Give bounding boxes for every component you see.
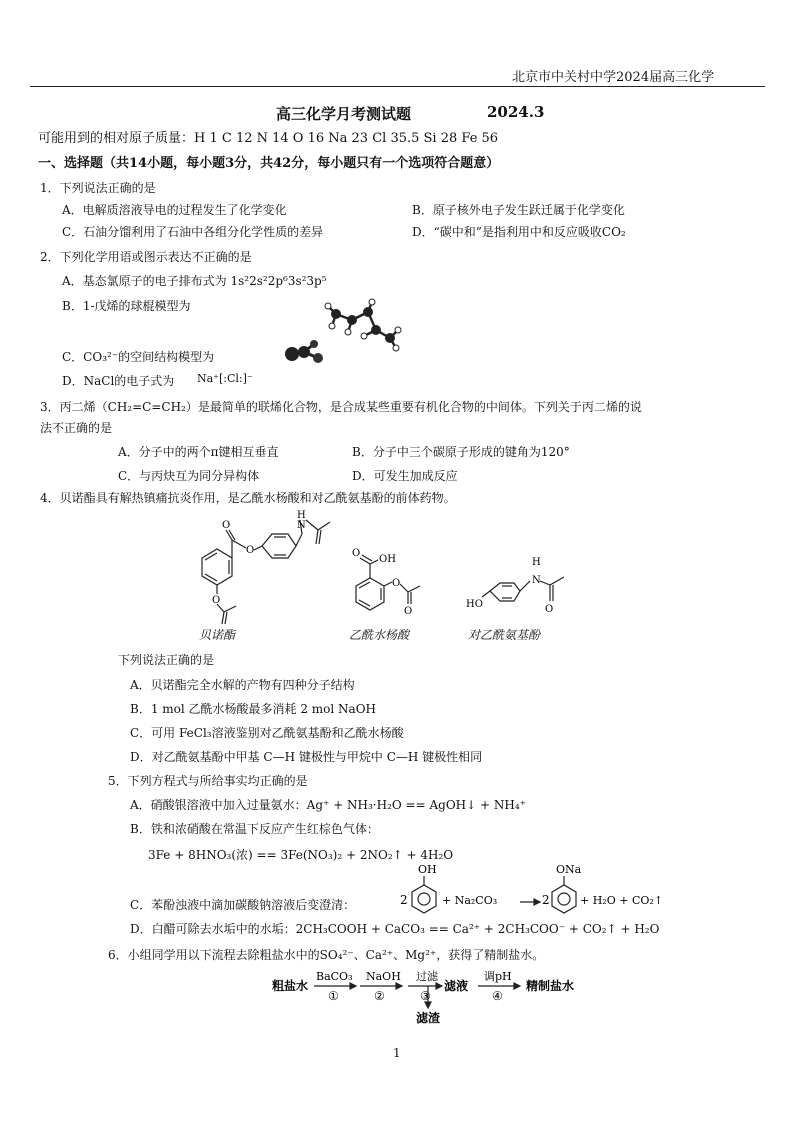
q2-option-c: C．CO₃²⁻的空间结构模型为 <box>62 350 215 364</box>
atomic-masses: 可能用到的相对原子质量：H 1 C 12 N 14 O 16 Na 23 Cl 35.5 Si 28 Fe 56 <box>38 131 499 146</box>
q4-ask: 下列说法正确的是 <box>118 653 215 667</box>
label-aspirin: 乙酰水杨酸 <box>349 628 410 642</box>
flow-step1-reagent: BaCO₃ <box>316 970 353 983</box>
q1-stem: 1．下列说法正确的是 <box>40 181 156 195</box>
q3-option-d: D．可发生加成反应 <box>352 469 458 483</box>
flow-step4-reagent: 调pH <box>484 970 512 983</box>
reaction-products: + H₂O + CO₂↑ <box>580 894 664 907</box>
flow-step2-num: ② <box>374 989 385 1003</box>
page-number: 1 <box>393 1046 401 1060</box>
benorilate-amide-h: H <box>297 510 306 521</box>
purification-flowchart <box>270 966 590 1026</box>
flow-end: 精制盐水 <box>526 979 575 993</box>
aspirin-structure <box>348 548 438 628</box>
aspirin-carbonyl-o: O <box>352 548 361 559</box>
q6-stem: 6．小组同学用以下流程去除粗盐水中的SO₄²⁻、Ca²⁺、Mg²⁺，获得了精制盐水。 <box>108 948 545 962</box>
label-paracetamol: 对乙酰氨基酚 <box>468 628 541 642</box>
q3-option-a: A．分子中的两个π键相互垂直 <box>118 445 279 459</box>
q5-option-b-equation: 3Fe + 8HNO₃(浓) == 3Fe(NO₃)₂ + 2NO₂↑ + 4H₂O <box>148 848 454 862</box>
q3-option-b: B．分子中三个碳原子形成的键角为120° <box>352 445 570 459</box>
coef-phenoxide: 2 <box>542 893 550 907</box>
flow-filtrate: 滤液 <box>444 979 469 993</box>
benorilate-structure <box>172 508 342 626</box>
coef-phenol: 2 <box>400 893 408 907</box>
page-date: 2024.3 <box>487 103 545 121</box>
q4-option-d: D．对乙酰氨基酚中甲基 C—H 键极性与甲烷中 C—H 键极性相同 <box>130 750 483 764</box>
page-title: 高三化学月考测试题 <box>276 105 412 123</box>
q2-stem: 2．下列化学用语或图示表达不正确的是 <box>40 250 252 264</box>
q4-stem: 4．贝诺酯具有解热镇痛抗炎作用，是乙酰水杨酸和对乙酰氨基酚的前体药物。 <box>40 491 456 505</box>
phenol-oh: OH <box>418 863 437 876</box>
q4-option-c: C．可用 FeCl₃溶液鉴别对乙酰氨基酚和乙酰水杨酸 <box>130 726 404 740</box>
flow-step3-num: ③ <box>420 989 431 1003</box>
paracetamol-structure <box>466 555 576 615</box>
q2-option-a: A．基态氯原子的电子排布式为 1s²2s²2p⁶3s²3p⁵ <box>62 274 327 288</box>
q2-option-d: D．NaCl的电子式为 <box>62 374 175 388</box>
benorilate-acetoxy-o: O <box>212 595 221 606</box>
q1-option-b: B．原子核外电子发生跃迁属于化学变化 <box>412 203 625 217</box>
plus-sodium-carbonate: + Na₂CO₃ <box>442 894 498 907</box>
paracetamol-carbonyl-o: O <box>545 604 554 615</box>
q5-option-a: A．硝酸银溶液中加入过量氨水：Ag⁺ + NH₃·H₂O == AgOH↓ + NH₄⁺ <box>130 798 526 812</box>
benorilate-carbonyl-o: O <box>222 520 231 531</box>
q4-option-b: B．1 mol 乙酰水杨酸最多消耗 2 mol NaOH <box>130 702 377 716</box>
header-school: 北京市中关村中学2024届高三化学 <box>512 70 715 85</box>
phenol-reaction-equation <box>396 858 664 920</box>
header-rule <box>30 86 765 87</box>
benorilate-ester-o: O <box>246 545 255 556</box>
q5-option-d: D．白醋可除去水垢中的水垢：2CH₃COOH + CaCO₃ == Ca²⁺ + 2CH₃COO⁻ + CO₂↑ + H₂O <box>130 922 660 936</box>
q1-option-c: C．石油分馏利用了石油中各组分化学性质的差异 <box>62 225 324 239</box>
flow-step4-num: ④ <box>492 989 503 1003</box>
flow-start: 粗盐水 <box>272 979 309 993</box>
q1-option-a: A．电解质溶液导电的过程发生了化学变化 <box>62 203 287 217</box>
q5-option-c: C．苯酚浊液中滴加碳酸钠溶液后变澄清： <box>130 898 356 912</box>
q5-stem: 5．下列方程式与所给事实均正确的是 <box>108 774 308 788</box>
benorilate-amide-n: N <box>297 520 306 531</box>
flow-residue: 滤渣 <box>416 1011 441 1025</box>
q2-option-b: B．1-戊烯的球棍模型为 <box>62 299 191 313</box>
aspirin-oh: OH <box>379 554 396 565</box>
q1-option-d: D．“碳中和”是指利用中和反应吸收CO₂ <box>412 225 626 239</box>
paracetamol-ho: HO <box>466 599 483 610</box>
label-benorilate: 贝诺酯 <box>199 628 236 642</box>
carbonate-ion-model <box>284 340 328 364</box>
paracetamol-amide-n: N <box>532 575 541 586</box>
pentene-ball-stick-model <box>318 296 400 354</box>
flow-step2-reagent: NaOH <box>366 970 401 983</box>
aspirin-acetyl-o: O <box>404 606 413 617</box>
q5-option-b: B．铁和浓硝酸在常温下反应产生红棕色气体： <box>130 822 379 836</box>
flow-step3-reagent: 过滤 <box>416 970 438 983</box>
paracetamol-amide-h: H <box>532 557 541 568</box>
flow-step1-num: ① <box>328 989 339 1003</box>
phenoxide-ona: ONa <box>556 863 582 876</box>
nacl-electron-formula: Na⁺[:Cl:]⁻ <box>197 372 253 385</box>
q4-option-a: A．贝诺酯完全水解的产物有四种分子结构 <box>130 678 355 692</box>
section-heading: 一、选择题（共14小题，每小题3分，共42分，每小题只有一个选项符合题意） <box>38 156 500 171</box>
q3-stem: 3．丙二烯（CH₂=C=CH₂）是最简单的联烯化合物，是合成某些重要有机化合物的中间体。下列关于丙二烯的说 <box>40 400 642 414</box>
q3-option-c: C．与丙炔互为同分异构体 <box>118 469 260 483</box>
q3-stem-continued: 法不正确的是 <box>40 421 113 435</box>
aspirin-ester-o: O <box>392 578 401 589</box>
